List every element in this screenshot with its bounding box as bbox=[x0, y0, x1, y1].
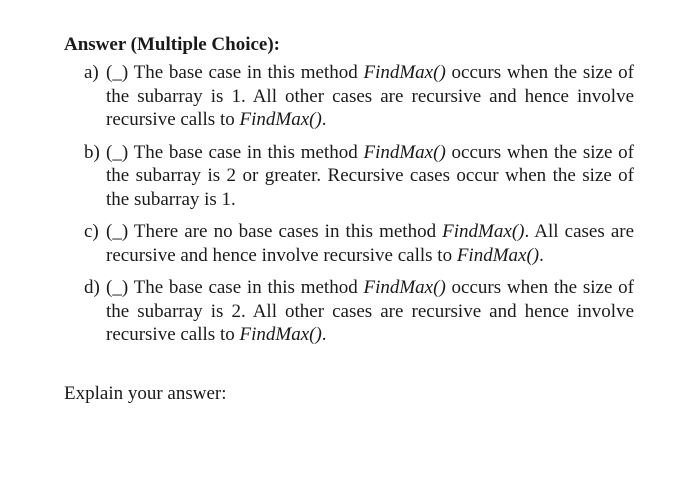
option-checkbox[interactable]: (_) bbox=[106, 277, 129, 298]
option-text: The base case in this method bbox=[128, 141, 364, 163]
option-text: There are no base cases in this method bbox=[128, 221, 443, 242]
option-text: The base case in this method bbox=[128, 62, 364, 83]
option-text: occurs when the size of the subarray is 2. All other cases are recursive and hence involve recursive calls to bbox=[106, 277, 634, 345]
method-name: FindMax() bbox=[442, 221, 525, 242]
option-b bbox=[84, 141, 634, 212]
option-text: occurs when the size of the subarray is 1. All other cases are recursive and hence involve recursive calls to bbox=[106, 62, 634, 130]
option-text: . bbox=[539, 244, 544, 266]
option-c bbox=[84, 220, 634, 267]
method-name: FindMax() bbox=[363, 277, 446, 298]
method-name: FindMax() bbox=[239, 109, 322, 130]
option-text: . All cases are recursive and hence involve recursive calls to bbox=[106, 221, 635, 266]
options-list bbox=[84, 61, 634, 347]
method-name: FindMax() bbox=[456, 244, 540, 266]
option-text: occurs when the size of the subarray is 2 or greater. Recursive cases occur when the size of the subarray is 1. bbox=[106, 141, 634, 210]
option-checkbox[interactable]: (_) bbox=[106, 141, 129, 163]
option-text: . bbox=[321, 109, 327, 130]
option-checkbox[interactable]: (_) bbox=[106, 221, 129, 242]
option-letter: c) bbox=[84, 221, 99, 242]
option-letter: d) bbox=[84, 277, 100, 298]
explain-answer-label: Explain your answer: bbox=[64, 383, 227, 404]
option-d bbox=[84, 276, 634, 347]
option-letter: b) bbox=[84, 141, 100, 163]
method-name: FindMax() bbox=[363, 62, 446, 83]
method-name: FindMax() bbox=[363, 141, 446, 163]
question-heading: Answer (Multiple Choice): bbox=[64, 34, 281, 55]
option-text: . bbox=[321, 324, 327, 345]
option-text: The base case in this method bbox=[128, 277, 364, 298]
method-name: FindMax() bbox=[239, 324, 322, 345]
option-a bbox=[84, 61, 634, 132]
option-letter: a) bbox=[84, 62, 99, 83]
option-checkbox[interactable]: (_) bbox=[106, 62, 129, 83]
